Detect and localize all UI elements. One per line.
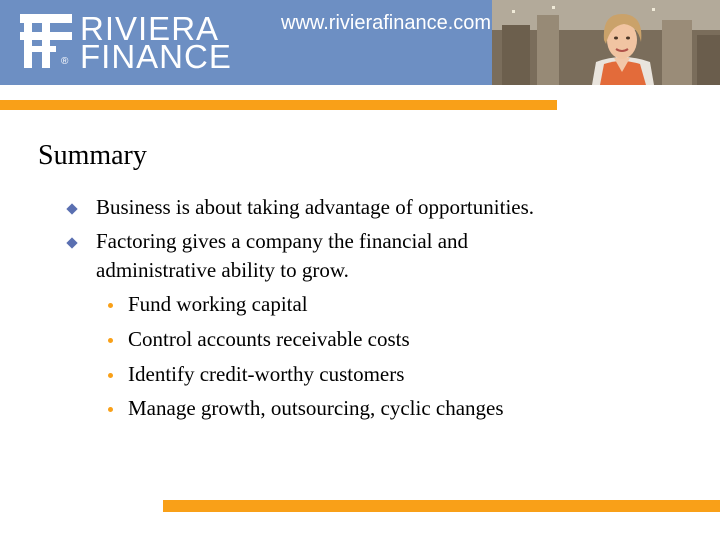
dot-bullet-icon — [108, 303, 113, 308]
brand-name-line2: FINANCE — [80, 38, 232, 75]
header-photo — [492, 0, 720, 85]
dot-bullet-icon — [108, 338, 113, 343]
header-banner — [0, 0, 720, 85]
dot-bullet-icon — [108, 373, 113, 378]
brand-name-line1: RIVIERA — [80, 10, 220, 47]
diamond-bullet-icon — [66, 203, 77, 214]
registered-mark: ® — [61, 56, 69, 67]
bullet-text-continuation: administrative ability to grow. — [96, 258, 349, 282]
diamond-bullet-icon — [66, 237, 77, 248]
slide-title: Summary — [38, 140, 147, 171]
sub-bullet-text: Identify credit-worthy customers — [128, 362, 405, 386]
dot-bullet-icon — [108, 407, 113, 412]
sub-bullet-text: Fund working capital — [128, 292, 308, 316]
bullet-text: Factoring gives a company the financial and — [96, 229, 469, 253]
sub-bullet-text: Manage growth, outsourcing, cyclic changes — [128, 396, 504, 420]
sub-bullet-text: Control accounts receivable costs — [128, 327, 410, 351]
bullet-text: Business is about taking advantage of opportunities. — [96, 195, 535, 219]
company-logo — [18, 12, 248, 74]
businesswoman-photo-icon — [492, 0, 720, 85]
website-url: www.rivierafinance.com — [281, 12, 492, 34]
accent-bar-bottom — [163, 500, 720, 512]
accent-bar-top — [0, 100, 557, 110]
